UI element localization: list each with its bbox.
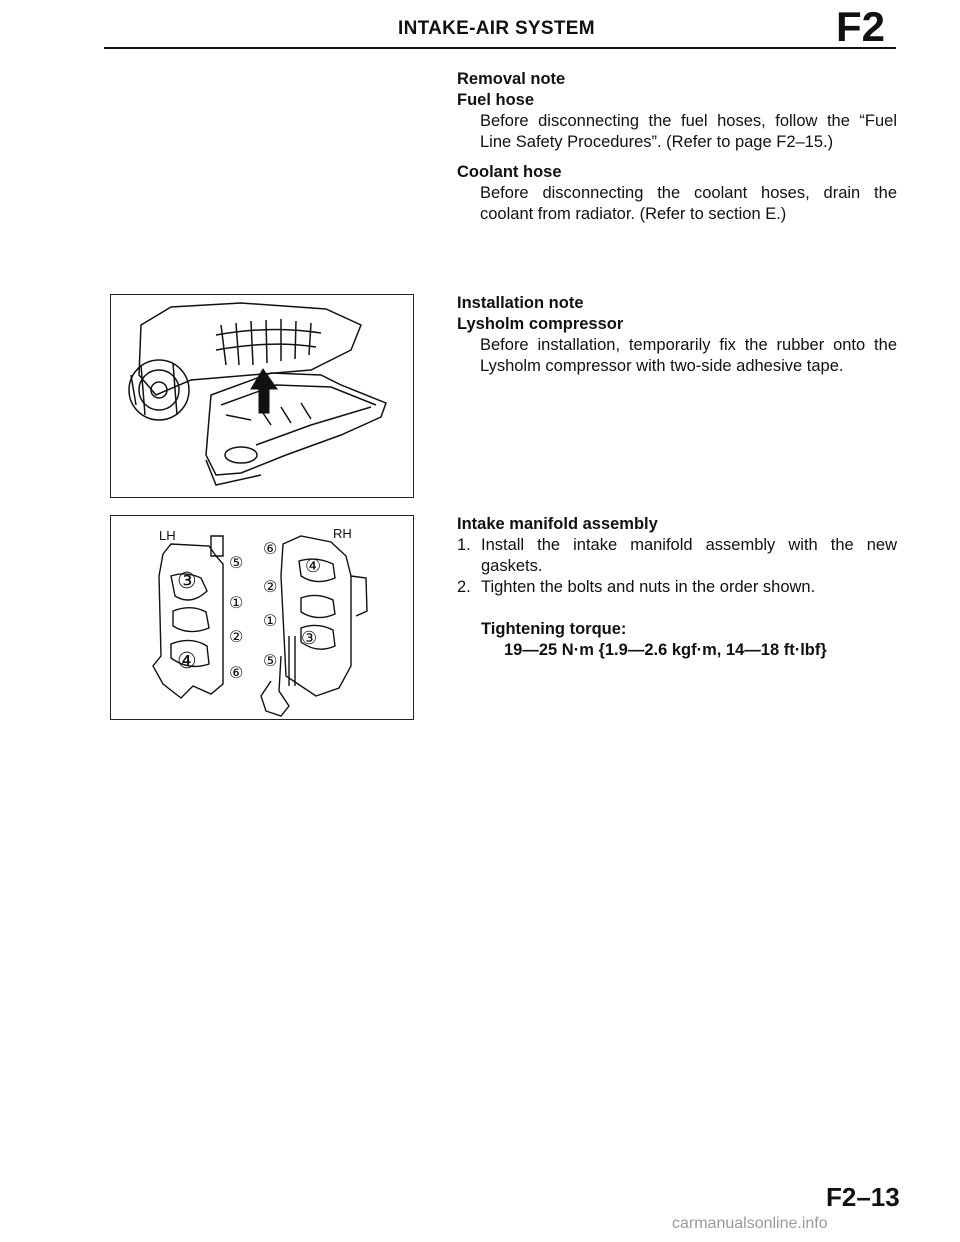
rh-marker: ② [263,577,278,596]
rh-marker: ① [263,611,278,630]
compressor-illustration [111,295,413,497]
step-text: Tighten the bolts and nuts in the order shown. [481,578,816,596]
manifold-tightening-illustration [111,516,413,719]
section-code: F2 [836,3,886,50]
installation-note-heading: Installation note [457,294,584,312]
rh-marker: ④ [305,556,322,577]
lh-label: LH [159,528,176,543]
manifold-steps [457,535,897,598]
lysholm-compressor-heading: Lysholm compressor [457,315,624,333]
step-item [457,535,897,577]
figure-compressor-installation [110,294,414,498]
step-number: 1. [457,536,471,554]
rh-marker: ⑥ [263,539,278,558]
removal-note-section [457,69,897,153]
lh-marker: ② [229,627,244,646]
fuel-hose-heading: Fuel hose [457,91,535,109]
rh-marker: ③ [301,628,318,649]
step-item [457,577,897,598]
page-header-title: INTAKE-AIR SYSTEM [398,18,595,39]
watermark: carmanualsonline.info [672,1215,828,1232]
lh-marker: ⑤ [229,553,244,572]
coolant-hose-section [457,162,897,225]
installation-note-section [457,293,897,377]
torque-value: 19—25 N·m {1.9—2.6 kgf·m, 14—18 ft·lbf} [504,641,827,659]
fuel-hose-text: Before disconnecting the fuel hoses, follow the “Fuel Line Safety Procedures”. (Refer to page F2–15.) [480,112,897,151]
removal-note-heading: Removal note [457,70,566,88]
header-rule [104,47,896,49]
page-number: F2–13 [826,1182,900,1212]
lh-marker: ③ [177,569,197,594]
torque-label: Tightening torque: [481,620,627,638]
lh-marker: ④ [177,649,197,674]
coolant-hose-heading: Coolant hose [457,163,562,181]
intake-manifold-heading: Intake manifold assembly [457,515,658,533]
rh-label: RH [333,526,352,541]
lh-marker: ① [229,593,244,612]
lysholm-compressor-text: Before installation, temporarily fix the rubber onto the Lysholm compressor with two-side adhesive tape. [480,336,897,375]
coolant-hose-text: Before disconnecting the coolant hoses, drain the coolant from radiator. (Refer to section E.) [480,184,897,223]
rh-marker: ⑤ [263,651,278,670]
lh-marker: ⑥ [229,663,244,682]
intake-manifold-section [457,514,897,661]
figure-tightening-order [110,515,414,720]
step-text: Install the intake manifold assembly with the new gaskets. [481,536,897,575]
step-number: 2. [457,578,471,596]
